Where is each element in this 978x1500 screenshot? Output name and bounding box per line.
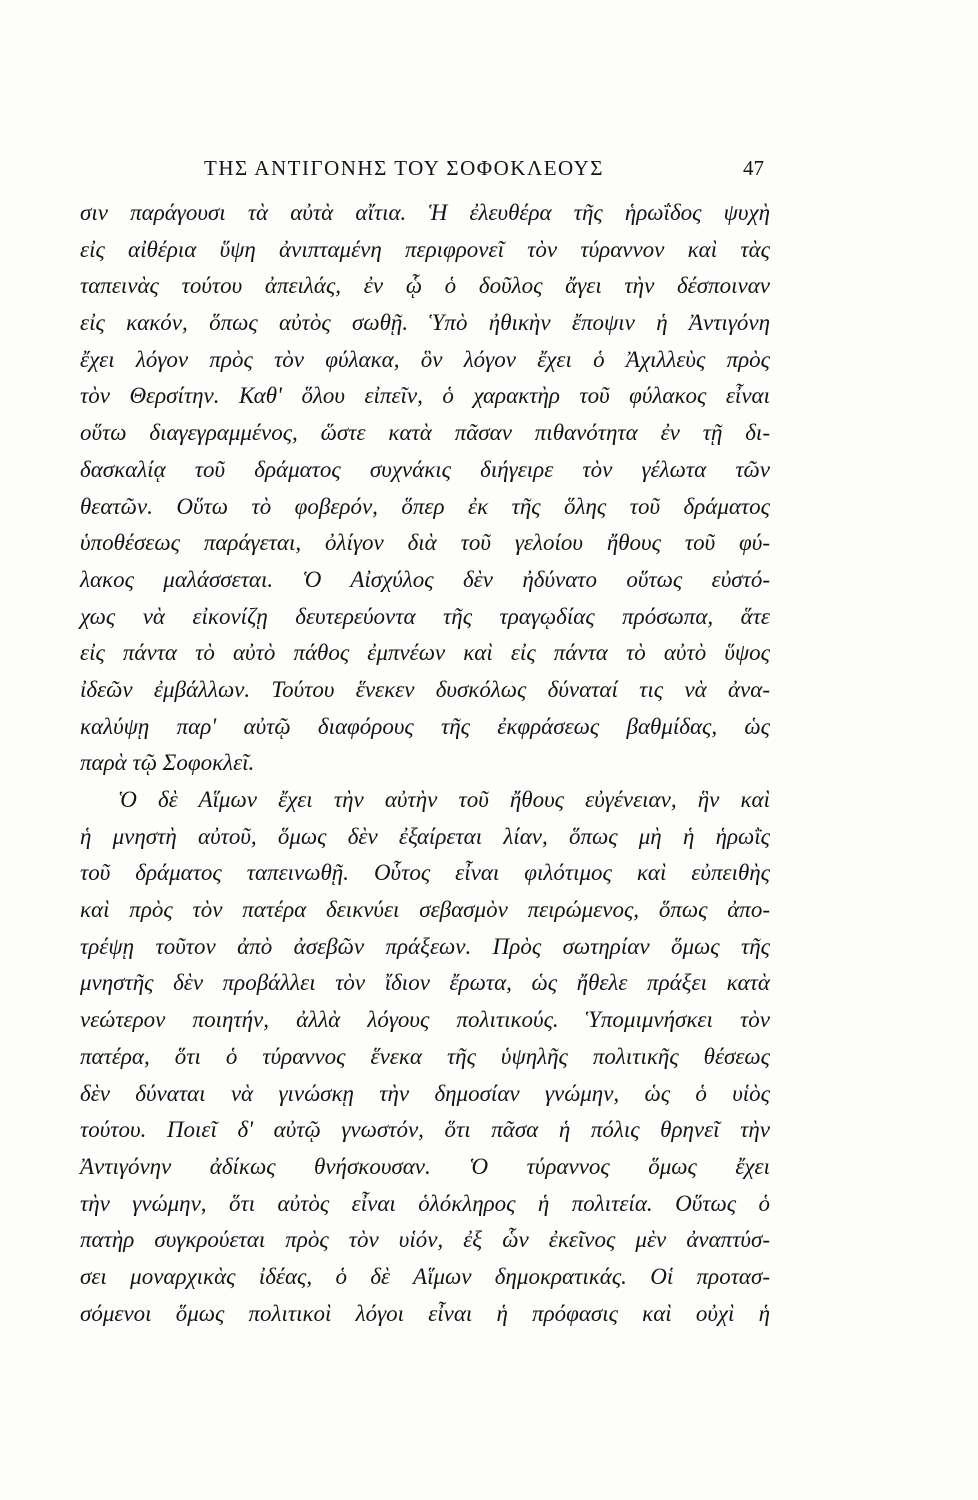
text-line: σιν παράγουσι τὰ αὐτὰ αἴτια. Ἡ ἐλευθέρα τῆς ἡρωΐδος ψυχὴ: [80, 200, 770, 225]
text-line: οὕτω διαγεγραμμένος, ὥστε κατὰ πᾶσαν πιθανότητα ἐν τῇ δι-: [80, 420, 770, 446]
text-line: ἔχει λόγον πρὸς τὸν φύλακα, ὃν λόγον ἔχει ὁ Ἀχιλλεὺς πρὸς: [80, 346, 770, 372]
body-text: [80, 195, 770, 1332]
text-line: τρέψῃ τοῦτον ἀπὸ ἀσεβῶν πράξεων. Πρὸς σωτηρίαν ὅμως τῆς: [80, 933, 770, 959]
running-title: ΤΗΣ ΑΝΤΙΓΟΝΗΣ ΤΟΥ ΣΟΦΟΚΛΕΟΥΣ: [204, 156, 605, 180]
text-line: δὲν δύναται νὰ γινώσκῃ τὴν δημοσίαν γνώμην, ὡς ὁ υἱὸς: [80, 1080, 770, 1106]
text-line: εἰς πάντα τὸ αὐτὸ πάθος ἐμπνέων καὶ εἰς πάντα τὸ αὐτὸ ὕψος: [80, 640, 770, 666]
text-line: ταπεινὰς τούτου ἀπειλάς, ἐν ᾧ ὁ δοῦλος ἄγει τὴν δέσποιναν: [80, 273, 770, 299]
text-line: ἡ μνηστὴ αὐτοῦ, ὅμως δὲν ἐξαίρεται λίαν, ὅπως μὴ ἡ ἡρωῒς: [80, 823, 770, 849]
text-line: μνηστῆς δὲν προβάλλει τὸν ἴδιον ἔρωτα, ὡς ἤθελε πράξει κατὰ: [80, 970, 770, 996]
text-line-paragraph-end: παρὰ τῷ Σοφοκλεῖ.: [80, 750, 255, 776]
text-line: ἰδεῶν ἐμβάλλων. Τούτου ἕνεκεν δυσκόλως δύναταί τις νὰ ἀνα-: [80, 676, 770, 702]
text-line: θεατῶν. Οὕτω τὸ φοβερόν, ὅπερ ἐκ τῆς ὅλης τοῦ δράματος: [80, 493, 770, 519]
text-line: εἰς κακόν, ὅπως αὐτὸς σωθῇ. Ὑπὸ ἠθικὴν ἔποψιν ἡ Ἀντιγόνη: [80, 310, 770, 336]
text-line: νεώτερον ποιητήν, ἀλλὰ λόγους πολιτικούς. Ὑπομιμνήσκει τὸν: [80, 1007, 770, 1033]
text-line: τοῦ δράματος ταπεινωθῇ. Οὗτος εἶναι φιλότιμος καὶ εὐπειθὴς: [80, 860, 770, 886]
text-line: χως νὰ εἰκονίζῃ δευτερεύοντα τῆς τραγῳδίας πρόσωπα, ἅτε: [80, 603, 770, 629]
text-line: πατὴρ συγκρούεται πρὸς τὸν υἱόν, ἐξ ὧν ἐκεῖνος μὲν ἀναπτύσ-: [80, 1227, 770, 1253]
text-line-paragraph-start: Ὁ δὲ Αἵμων ἔχει τὴν αὐτὴν τοῦ ἤθους εὐγένειαν, ἣν καὶ: [118, 787, 770, 812]
running-header: [84, 156, 764, 186]
text-line: καὶ πρὸς τὸν πατέρα δεικνύει σεβασμὸν πειρώμενος, ὅπως ἀπο-: [80, 897, 770, 923]
text-line: τὸν Θερσίτην. Καθ' ὅλου εἰπεῖν, ὁ χαρακτὴρ τοῦ φύλακος εἶναι: [80, 383, 770, 409]
page-number: 47: [743, 156, 764, 180]
text-line: εἰς αἰθέρια ὕψη ἀνιπταμένη περιφρονεῖ τὸν τύραννον καὶ τὰς: [80, 236, 770, 262]
text-line: σόμενοι ὅμως πολιτικοὶ λόγοι εἶναι ἡ πρόφασις καὶ οὐχὶ ἡ: [80, 1300, 770, 1326]
text-line: ὑποθέσεως παράγεται, ὀλίγον διὰ τοῦ γελοίου ἤθους τοῦ φύ-: [80, 530, 770, 556]
text-line: σει μοναρχικὰς ἰδέας, ὁ δὲ Αἵμων δημοκρατικάς. Οἱ προτασ-: [80, 1263, 770, 1289]
text-line: λακος μαλάσσεται. Ὁ Αἰσχύλος δὲν ἠδύνατο οὕτως εὐστό-: [80, 566, 770, 592]
text-line: πατέρα, ὅτι ὁ τύραννος ἕνεκα τῆς ὑψηλῆς πολιτικῆς θέσεως: [80, 1043, 770, 1069]
text-line: καλύψῃ παρ' αὐτῷ διαφόρους τῆς ἐκφράσεως βαθμίδας, ὡς: [80, 713, 770, 739]
text-line: δασκαλίᾳ τοῦ δράματος συχνάκις διήγειρε τὸν γέλωτα τῶν: [80, 456, 770, 482]
text-line: Ἀντιγόνην ἀδίκως θνήσκουσαν. Ὁ τύραννος ὅμως ἔχει: [80, 1153, 770, 1179]
text-line: τὴν γνώμην, ὅτι αὐτὸς εἶναι ὁλόκληρος ἡ πολιτεία. Οὕτως ὁ: [80, 1190, 770, 1216]
text-line: τούτου. Ποιεῖ δ' αὐτῷ γνωστόν, ὅτι πᾶσα ἡ πόλις θρηνεῖ τὴν: [80, 1117, 770, 1143]
